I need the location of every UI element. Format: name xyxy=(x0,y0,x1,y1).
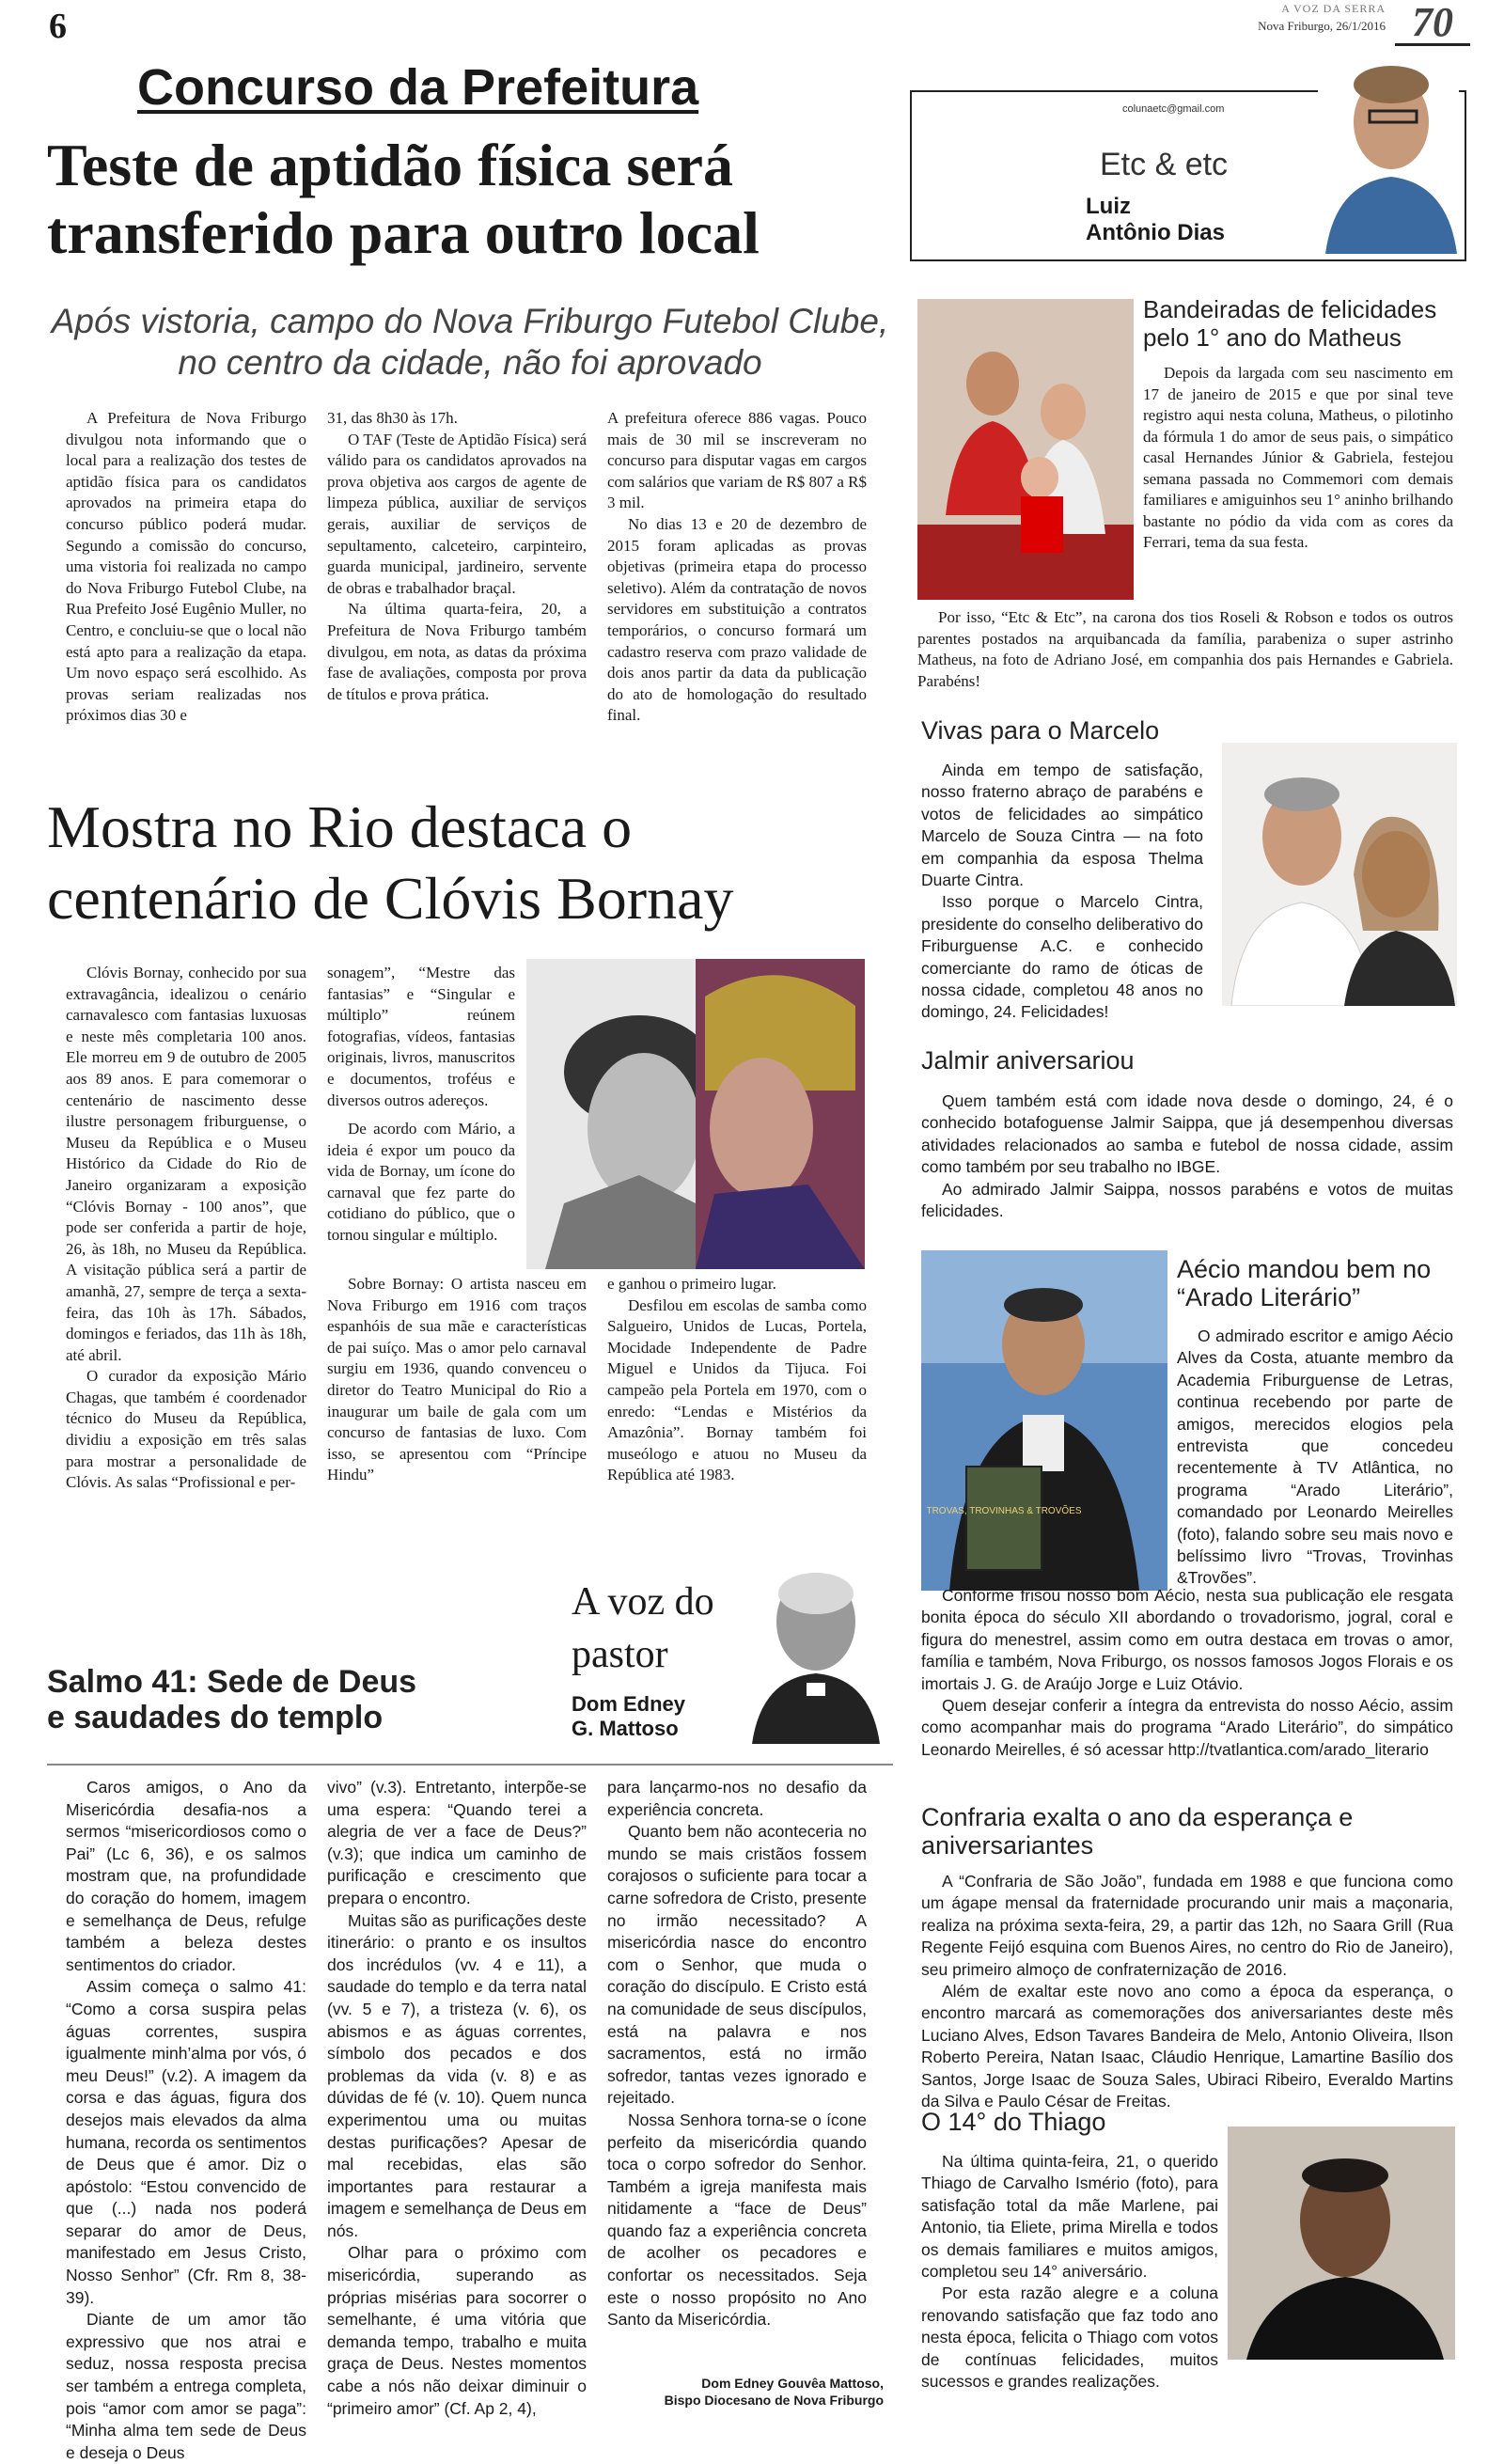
column-author xyxy=(1086,194,1225,246)
page-number: 6 xyxy=(49,7,67,46)
paragraph: O TAF (Teste de Aptidão Física) será válido para os candidatos aprovados na prova objetiva aos cargos de agente de limpeza pública, auxiliar de serviços gerais, auxiliar de serviços de sepultamento, calceteiro, carpinteiro, guarda municipal, jardineiro, servente de obras e trabalhador braçal. xyxy=(327,430,587,597)
paragraph: vivo” (v.3). Entretanto, interpõe-se uma espera: “Quando terei a alegria de ver a face de Deus?” (v.3); que indica um caminho de purificação e crescimento que prepara o encontro. xyxy=(327,1778,587,1907)
author-first-name: Luiz xyxy=(1086,194,1131,219)
heading-confraria: Confraria exalta o ano da esperança e aniversariantes xyxy=(921,1803,1354,1860)
section-pastor: A voz do pastor xyxy=(572,1580,714,1676)
paragraph: Clóvis Bornay, conhecido por sua extravagância, idealizou o cenário carnavalesco com fantasias luxuosas e neste mês completaria 100 anos. Ele morreu em 9 de outubro de 2005 aos 89 anos. E para comemorar o centenário de nascimento desse ilustre personagem friburguense, o Museu da República e o Museu Histórico da Cidade do Rio de Janeiro organizaram a exposição “Clóvis Bornay - 100 anos”, que pode ser conferida a partir de hoje, 26, às 18h, no Museu da República. A visitação pública será a partir de amanhã, 27, sempre de terça a sexta-feira, das 10h às 17h. Sábados, domingos e feriados, das 11h às 18h, até abril. xyxy=(66,964,306,1364)
heading-marcelo: Vivas para o Marcelo xyxy=(921,716,1160,745)
paragraph: A Prefeitura de Nova Friburgo divulgou nota informando que o local para a realização dos testes de aptidão física para os candidatos aprovados na primeira etapa do concurso público poderá mudar. Segundo a comissão do concurso, uma vistoria foi realizada no campo do Nova Friburgo Futebol Clube, na Rua Prefeito José Eugênio Muller, no Centro, e concluiu-se que o local não está apto para a realização da etapa. Um novo espaço será escolhido. As provas seriam realizadas nos próximos dias 30 e xyxy=(66,409,306,725)
book-cover-title: TROVAS, TROVINHAS & TROVÕES xyxy=(926,1506,1082,1516)
subhead-concurso: Após vistoria, campo do Nova Friburgo Futebol Clube, no centro da cidade, não foi aprovado xyxy=(51,302,889,382)
columnist-portrait-photo xyxy=(1318,56,1459,254)
marcelo-text xyxy=(921,760,1203,1024)
paragraph: Além de exaltar este novo ano como a época da esperança, o encontro marcará as comemorações dos aniversariantes deste mês Luciano Alves, Edson Tavares Bandeira de Melo, Antonio Oliveira, Ilson Roberto Pereira, Natan Isaac, Cláudio Henrique, Lamartine Basílio dos Santos, Jorge Isaac de Souza Sales, Ubiraci Ribeiro, Everaldo Martins da Silva e Paulo César de Freitas. xyxy=(921,1982,1453,2111)
headline-bornay: Mostra no Rio destaca o centenário de Clóvis Bornay xyxy=(47,793,734,932)
paragraph: De acordo com Mário, a ideia é expor um pouco da vida de Bornay, um ícone do carnaval que fez parte do cotidiano do público, que o tornou singular e múltiplo. xyxy=(327,1120,515,1244)
paragraph: Depois da largada com seu nascimento em 17 de janeiro de 2015 e que por sinal teve registro aqui nesta coluna, Matheus, o pilotinho da fórmula 1 do amor de seus pais, o simpático casal Hernandes Júnior & Gabriela, festejou semana passada no Commemori com demais familiares e amiguinhos seu 1° aninho brilhando bastante no pódio da vida com as cores da Ferrari, tema da sua festa. xyxy=(1143,364,1453,551)
paragraph: Caros amigos, o Ano da Misericórdia desafia-nos a sermos “misericordiosos como o Pai” (Lc 6, 36), e os salmos mostram que, na profundidade do coração do homem, imagem e semelhança de Deus, refulge também a beleza destes sentimentos do criador. xyxy=(66,1778,306,1974)
paragraph: Por isso, “Etc & Etc”, na carona dos tios Roseli & Robson e todos os outros parentes postados na arquibancada da família, parabeniza o super astrinho Matheus, na foto de Adriano José, em companhia dos pais Hernandes e Gabriela. Parabéns! xyxy=(917,608,1453,690)
paragraph: No dias 13 e 20 de dezembro de 2015 foram aplicadas as provas objetivas (primeira etapa do processo seletivo). Além da contratação de novos servidores em substituição a contratos temporários, o concurso formará um cadastro reserva com prazo validade de dois anos partir da data da publicação do ato de homologação do resultado final. xyxy=(607,514,867,725)
thiago-text xyxy=(921,2151,1218,2393)
concurso-column-1 xyxy=(66,408,306,727)
bornay-portrait-photo xyxy=(526,959,865,1269)
signature-name: Dom Edney Gouvêa Mattoso, xyxy=(701,2376,884,2391)
confraria-text xyxy=(921,1871,1453,2112)
heading-matheus: Bandeiradas de felicidades pelo 1° ano do Matheus xyxy=(1143,295,1437,352)
heading-jalmir: Jalmir aniversariou xyxy=(921,1046,1135,1075)
heading-aecio: Aécio mandou bem no “Arado Literário” xyxy=(1177,1255,1432,1311)
jalmir-text xyxy=(921,1091,1453,1222)
paragraph: para lançarmo-nos no desafio da experiência concreta. xyxy=(607,1778,867,1819)
family-photo-matheus xyxy=(917,299,1134,600)
aecio-rest xyxy=(921,1585,1453,1761)
divider xyxy=(47,1764,893,1766)
paragraph: e ganhou o primeiro lugar. xyxy=(607,1275,776,1293)
paragraph: O curador da exposição Mário Chagas, que também é coordenador técnico do Museu da República, dividiu a exposição em três salas para mostrar a personalidade de Clóvis. As salas “Profissional e per- xyxy=(66,1367,306,1492)
section-kicker: Concurso da Prefeitura xyxy=(137,59,699,116)
bornay-column-2a xyxy=(327,963,515,1111)
couple-photo-marcelo xyxy=(1222,743,1457,1006)
column-email: colunaetc@gmail.com xyxy=(1122,103,1225,115)
signature-role: Bispo Diocesano de Nova Friburgo xyxy=(664,2393,884,2408)
paragraph: Quem desejar conferir a íntegra da entrevista do nosso Aécio, assim como acompanhar mais do programa “Arado Literário”, do simpático Leonardo Meirelles, é só acessar http://tvatlantica.com/arado_literario xyxy=(921,1696,1453,1759)
paragraph: A “Confraria de São João”, fundada em 1988 e que funciona como um ágape mensal da fraternidade procurando unir mais a maçonaria, realiza na próxima sexta-feira, 29, a partir das 12h, no Saara Grill (Rua Regente Feijó esquina com Buenos Aires, no centro do Rio de Janeiro), seu primeiro almoço de confraternização de 2016. xyxy=(921,1872,1453,1979)
pastor-column-2 xyxy=(327,1777,587,2420)
page-date: Nova Friburgo, 26/1/2016 xyxy=(1258,19,1386,33)
paragraph: Assim começa o salmo 41: “Como a corsa suspira pelas águas correntes, suspira igualmente minh’alma por vós, ó meu Deus!” (v.2). A imagem da corsa e das águas, figura dos desejos mais elevados da alma humana, recorda os sentimentos de Deus que é amor. Diz o apóstolo: “Estou convencido de que (...) nada nos poderá separar do amor de Deus, manifestado em Jesus Cristo, Nosso Senhor” (Cfr. Rm 8, 38-39). xyxy=(66,1977,306,2307)
tv-interview-photo xyxy=(921,1250,1167,1591)
paragraph: Isso porque o Marcelo Cintra, presidente do conselho deliberativo do Friburguense A.C. e conhecido comerciante do ramo de óticas de nossa cidade, completou 48 anos no domingo, 24. Felicidades! xyxy=(921,892,1203,1022)
paragraph: Sobre Bornay: O artista nasceu em Nova Friburgo em 1916 com traços espanhóis de sua mãe e características de pai suíço. Mas o amor pelo carnaval surgiu em 1936, quando convenceu o diretor do Teatro Municipal do Rio a inaugurar um baile de gala com um concurso de fantasias de luxo. Com isso, se apresentou com “Príncipe Hindu” xyxy=(327,1275,587,1484)
anniversary-logo: 70 xyxy=(1395,2,1470,46)
matheus-p2 xyxy=(917,607,1453,692)
pastor-title: Salmo 41: Sede de Deus e saudades do templo xyxy=(47,1664,417,1735)
newspaper-name: A VOZ DA SERRA xyxy=(1281,2,1386,15)
paragraph: Ainda em tempo de satisfação, nosso fraterno abraço de parabéns e votos de felicidades ao simpático Marcelo de Souza Cintra — na foto em companhia da esposa Thelma Duarte Cintra. xyxy=(921,761,1203,890)
concurso-column-3 xyxy=(607,408,867,727)
masthead xyxy=(1226,2,1470,49)
aecio-p1 xyxy=(1177,1326,1453,1590)
paragraph: Quanto bem não aconteceria no mundo se mais cristãos fossem corajosos o suficiente para tocar a carne sofredora de Cristo, presente no irmão necessitado? A misericórdia nasce do encontro com o Senhor, que muda o coração do discípulo. E Cristo está na comunidade de seus discípulos, está na palavra e nos sacramentos, está no irmão sofredor, tantas vezes ignorado e rejeitado. xyxy=(607,1822,867,2108)
concurso-column-2 xyxy=(327,408,587,705)
heading-thiago: O 14° do Thiago xyxy=(921,2108,1106,2136)
matheus-p1-top xyxy=(1143,363,1453,554)
bishop-portrait-photo xyxy=(743,1556,884,1744)
paragraph: Nossa Senhora torna-se o ícone perfeito da misericórdia quando toca o corpo sofredor do Senhor. Também a igreja manifesta mais nitidamente a “face de Deus” quando faz a experiência concreta de acolher os pecadores e confortar os necessitados. Seja este o nosso propósito no Ano Santo da Misericórdia. xyxy=(607,2110,867,2330)
paragraph: Diante de um amor tão expressivo que nos atrai e seduz, nossa resposta precisa ser também a entrega completa, pois “amor com amor se paga”: “Minha alma tem sede de Deus e deseja o Deus xyxy=(66,2310,306,2462)
portrait-photo-thiago xyxy=(1228,2127,1455,2360)
bornay-column-1 xyxy=(66,963,306,1494)
author-last-name: Antônio Dias xyxy=(1086,220,1225,245)
pastor-author: Dom Edney G. Mattoso xyxy=(572,1692,686,1740)
pastor-column-1 xyxy=(66,1777,306,2464)
paragraph: Por esta razão alegre e a coluna renovando satisfação que faz todo ano nesta época, felicita o Thiago com votos de contínuas felicidades, muitos sucessos e grandes realizações. xyxy=(921,2284,1218,2392)
paragraph: sonagem”, “Mestre das fantasias” e “Singular e múltiplo” reúnem fotografias, vídeos, fantasias originais, livros, manuscritos e documentos, troféus e diversos outros adereços. xyxy=(327,964,515,1109)
pastor-signature xyxy=(658,2375,884,2409)
pastor-column-3 xyxy=(607,1777,867,2331)
paragraph: Olhar para o próximo com misericórdia, superando as próprias misérias para socorrer o semelhante, é uma vitória que demanda tempo, trabalho e muita graça de Deus. Nestes momentos cabe a nós não deixar diminuir o “primeiro amor” (Cf. Ap 2, 4), xyxy=(327,2243,587,2418)
paragraph: Quem também está com idade nova desde o domingo, 24, é o conhecido botafoguense Jalmir Saippa, que já desempenhou diversas atividades relacionados ao samba e futebol de nossa cidade, assim como também por seu trabalho no IBGE. xyxy=(921,1091,1453,1177)
paragraph: A prefeitura oferece 886 vagas. Pouco mais de 30 mil se inscreveram no concurso para disputar vagas em cargos com salários que variam de R$ 807 a R$ 3 mil. xyxy=(607,409,867,512)
paragraph: Na última quarta-feira, 20, a Prefeitura de Nova Friburgo também divulgou, em nota, as datas da próxima fase de avaliações, composta por prova de títulos e prova prática. xyxy=(327,600,587,703)
bornay-column-2c xyxy=(327,1274,587,1486)
headline-concurso: Teste de aptidão física será transferido para outro local xyxy=(47,132,760,266)
paragraph: Na última quinta-feira, 21, o querido Thiago de Carvalho Ismério (foto), para satisfação total da mãe Marlene, pai Antonio, tia Eliete, prima Mirella e todos os demais familiares e muitos amigos, completou seu 14° aniversário. xyxy=(921,2152,1218,2282)
bornay-column-3 xyxy=(607,1274,867,1486)
paragraph: O admirado escritor e amigo Aécio Alves da Costa, atuante membro da Academia Friburguense de Letras, continua recebendo por parte de amigos, merecidos elogios pela entrevista que concedeu recentemente à TV Atlântica, no programa “Arado Literário”, comandado por Leonardo Meirelles (foto), falando sobre seu mais novo e belíssimo livro “Trovas, Trovinhas &Trovões”. xyxy=(1177,1326,1453,1588)
paragraph: Conforme frisou nosso bom Aécio, nesta sua publicação ele resgata bonita época do século XII abordando o trovadorismo, jogral, coral e figura do menestrel, assim como em outra destaca em trovas o amor, família e também, Nova Friburgo, os nossos famosos Jogos Florais e os imortais J. G. de Araújo Jorge e Luiz Otávio. xyxy=(921,1586,1453,1693)
paragraph: Ao admirado Jalmir Saippa, nossos parabéns e votos de muitas felicidades. xyxy=(921,1179,1453,1221)
paragraph: 31, das 8h30 às 17h. xyxy=(327,409,458,427)
bornay-column-2b xyxy=(327,1119,515,1247)
paragraph: Muitas são as purificações deste itinerário: o pranto e os insultos dos incrédulos (vv. 4 e 11), a saudade do templo e da terra natal (vv. 5 e 7), a tristeza (v. 6), os abismos e as águas correntes, símbolo dos pecados e dos problemas da vida (v. 8) e as dúvidas de fé (v. 10). Quem nunca experimentou uma ou muitas destas purificações? Apesar de mal recebidas, elas são importantes para restaurar a imagem e semelhança de Deus em nós. xyxy=(327,1910,587,2240)
column-title: Etc & etc xyxy=(1100,147,1229,182)
paragraph: Desfilou em escolas de samba como Salgueiro, Unidos de Lucas, Portela, Mocidade Independente de Padre Miguel e Unidos da Tijuca. Foi campeão pela Portela em 1970, com o enredo: “Lendas e Mistérios da Amazônia”. Bornay também foi museólogo e atuou no Museu da República até 1983. xyxy=(607,1295,867,1484)
